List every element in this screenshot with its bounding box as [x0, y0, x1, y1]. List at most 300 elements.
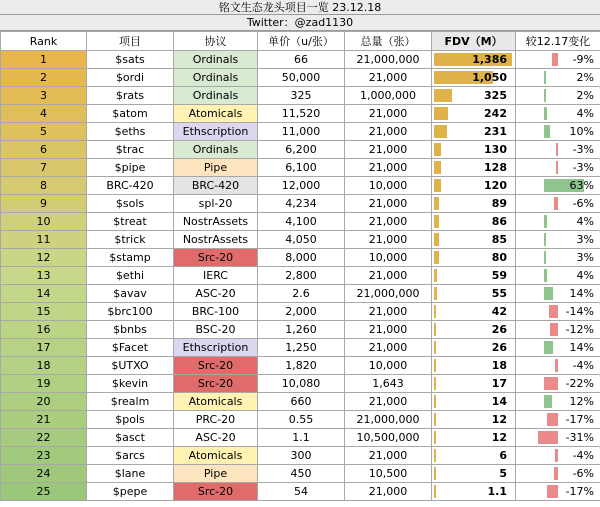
col-header-change[interactable]: 较12.17变化 [516, 32, 600, 51]
cell-protocol: Atomicals [174, 393, 258, 411]
cell-price: 66 [258, 51, 345, 69]
cell-fdv [432, 411, 516, 429]
cell-fdv [432, 195, 516, 213]
fdv-value: 242 [484, 107, 507, 120]
fdv-value: 325 [484, 89, 507, 102]
cell-rank: 20 [1, 393, 87, 411]
table-row[interactable] [1, 411, 600, 429]
fdv-data-bar [434, 125, 447, 138]
cell-change [516, 87, 600, 105]
cell-price: 4,234 [258, 195, 345, 213]
cell-supply: 21,000 [345, 231, 432, 249]
table-row[interactable] [1, 105, 600, 123]
cell-project: $brc100 [87, 303, 174, 321]
cell-supply: 10,000 [345, 177, 432, 195]
cell-rank: 3 [1, 87, 87, 105]
table-row[interactable] [1, 447, 600, 465]
cell-rank: 23 [1, 447, 87, 465]
fdv-value: 5 [499, 467, 507, 480]
cell-rank: 1 [1, 51, 87, 69]
cell-rank: 9 [1, 195, 87, 213]
cell-price: 300 [258, 447, 345, 465]
cell-project: BRC-420 [87, 177, 174, 195]
table-row[interactable] [1, 357, 600, 375]
cell-fdv [432, 141, 516, 159]
cell-project: $sols [87, 195, 174, 213]
cell-change [516, 69, 600, 87]
cell-supply: 1,643 [345, 375, 432, 393]
fdv-data-bar [434, 323, 436, 336]
cell-rank: 6 [1, 141, 87, 159]
fdv-data-bar [434, 161, 441, 174]
cell-fdv [432, 123, 516, 141]
cell-supply: 21,000,000 [345, 411, 432, 429]
cell-fdv [432, 285, 516, 303]
fdv-value: 89 [491, 197, 507, 210]
change-data-bar [547, 485, 558, 498]
fdv-data-bar [434, 305, 436, 318]
cell-fdv [432, 339, 516, 357]
change-data-bar [544, 215, 547, 228]
table-row[interactable] [1, 465, 600, 483]
cell-protocol: BSC-20 [174, 321, 258, 339]
cell-change [516, 285, 600, 303]
change-data-bar [547, 413, 558, 426]
cell-supply: 21,000 [345, 303, 432, 321]
fdv-data-bar [434, 467, 436, 480]
cell-supply: 21,000 [345, 69, 432, 87]
fdv-value: 130 [484, 143, 507, 156]
cell-rank: 19 [1, 375, 87, 393]
cell-fdv [432, 303, 516, 321]
cell-fdv [432, 87, 516, 105]
cell-supply: 21,000,000 [345, 51, 432, 69]
fdv-data-bar [434, 251, 439, 264]
fdv-value: 231 [484, 125, 507, 138]
change-value: -4% [572, 359, 594, 372]
cell-fdv [432, 105, 516, 123]
change-value: -22% [565, 377, 594, 390]
col-header-rank[interactable]: Rank [1, 32, 87, 51]
cell-supply: 10,500,000 [345, 429, 432, 447]
cell-change [516, 339, 600, 357]
cell-fdv [432, 393, 516, 411]
change-data-bar [549, 305, 558, 318]
project-table [0, 31, 600, 501]
cell-protocol: Ethscription [174, 339, 258, 357]
cell-price: 2,000 [258, 303, 345, 321]
cell-project: $pipe [87, 159, 174, 177]
cell-change [516, 105, 600, 123]
cell-fdv [432, 213, 516, 231]
cell-supply: 10,000 [345, 249, 432, 267]
cell-project: $sats [87, 51, 174, 69]
fdv-value: 1.1 [487, 485, 507, 498]
cell-protocol: Pipe [174, 465, 258, 483]
fdv-data-bar [434, 449, 436, 462]
col-header-supply[interactable]: 总量（张） [345, 32, 432, 51]
cell-project: $avav [87, 285, 174, 303]
cell-change [516, 141, 600, 159]
cell-protocol: NostrAssets [174, 213, 258, 231]
cell-price: 54 [258, 483, 345, 501]
table-body [1, 51, 600, 501]
cell-project: $treat [87, 213, 174, 231]
cell-rank: 7 [1, 159, 87, 177]
table-row[interactable] [1, 285, 600, 303]
cell-price: 10,080 [258, 375, 345, 393]
fdv-value: 26 [491, 341, 507, 354]
cell-change [516, 483, 600, 501]
change-data-bar [544, 89, 546, 102]
change-value: -14% [565, 305, 594, 318]
fdv-data-bar [434, 179, 441, 192]
change-data-bar [544, 395, 552, 408]
change-value: 10% [569, 125, 594, 138]
table-row[interactable] [1, 51, 600, 69]
change-value: 2% [576, 71, 594, 84]
change-data-bar [544, 233, 546, 246]
cell-protocol: PRC-20 [174, 411, 258, 429]
cell-rank: 8 [1, 177, 87, 195]
cell-rank: 4 [1, 105, 87, 123]
cell-protocol: NostrAssets [174, 231, 258, 249]
cell-project: $atom [87, 105, 174, 123]
cell-fdv [432, 321, 516, 339]
cell-rank: 25 [1, 483, 87, 501]
fdv-value: 86 [491, 215, 507, 228]
fdv-value: 12 [491, 431, 507, 444]
cell-supply: 21,000 [345, 447, 432, 465]
cell-fdv [432, 231, 516, 249]
fdv-data-bar [434, 197, 439, 210]
cell-price: 11,520 [258, 105, 345, 123]
fdv-data-bar [434, 341, 436, 354]
cell-price: 12,000 [258, 177, 345, 195]
change-value: -17% [565, 485, 594, 498]
cell-project: $kevin [87, 375, 174, 393]
cell-change [516, 465, 600, 483]
fdv-value: 128 [484, 161, 507, 174]
cell-protocol: BRC-420 [174, 177, 258, 195]
cell-rank: 16 [1, 321, 87, 339]
cell-protocol: Pipe [174, 159, 258, 177]
cell-fdv [432, 177, 516, 195]
cell-price: 4,050 [258, 231, 345, 249]
change-data-bar [544, 269, 547, 282]
cell-project: $trick [87, 231, 174, 249]
col-header-protocol[interactable]: 协议 [174, 32, 258, 51]
change-data-bar [544, 287, 553, 300]
fdv-data-bar [434, 233, 439, 246]
cell-supply: 10,500 [345, 465, 432, 483]
change-data-bar [544, 377, 558, 390]
cell-protocol: Atomicals [174, 105, 258, 123]
cell-protocol: ASC-20 [174, 285, 258, 303]
change-value: -3% [572, 143, 594, 156]
table-row[interactable] [1, 177, 600, 195]
change-value: -6% [572, 467, 594, 480]
cell-price: 2.6 [258, 285, 345, 303]
cell-protocol: IERC [174, 267, 258, 285]
cell-fdv [432, 447, 516, 465]
change-data-bar [554, 197, 558, 210]
cell-fdv [432, 51, 516, 69]
table-row[interactable] [1, 69, 600, 87]
table-row[interactable] [1, 303, 600, 321]
change-data-bar [544, 341, 553, 354]
header-row [1, 32, 600, 51]
col-header-project[interactable]: 项目 [87, 32, 174, 51]
fdv-data-bar [434, 485, 436, 498]
cell-protocol: Ordinals [174, 69, 258, 87]
change-value: 63% [569, 179, 594, 192]
change-value: 12% [569, 395, 594, 408]
table-row[interactable] [1, 159, 600, 177]
cell-project: $ordi [87, 69, 174, 87]
cell-project: $stamp [87, 249, 174, 267]
change-value: 14% [569, 341, 594, 354]
cell-rank: 17 [1, 339, 87, 357]
change-data-bar [554, 467, 558, 480]
change-data-bar [555, 449, 558, 462]
fdv-value: 17 [491, 377, 507, 390]
fdv-value: 55 [491, 287, 507, 300]
cell-project: $arcs [87, 447, 174, 465]
cell-supply: 10,000 [345, 357, 432, 375]
table-row[interactable] [1, 483, 600, 501]
cell-project: $asct [87, 429, 174, 447]
col-header-price[interactable]: 单价（u/张） [258, 32, 345, 51]
change-value: 4% [576, 107, 594, 120]
cell-project: $bnbs [87, 321, 174, 339]
cell-fdv [432, 483, 516, 501]
change-value: 2% [576, 89, 594, 102]
table-row[interactable] [1, 393, 600, 411]
cell-change [516, 231, 600, 249]
col-header-fdv[interactable]: FDV（M） [432, 32, 516, 51]
fdv-value: 80 [491, 251, 507, 264]
fdv-value: 42 [491, 305, 507, 318]
cell-price: 1.1 [258, 429, 345, 447]
cell-price: 1,820 [258, 357, 345, 375]
cell-fdv [432, 69, 516, 87]
fdv-data-bar [434, 359, 436, 372]
cell-protocol: ASC-20 [174, 429, 258, 447]
fdv-data-bar [434, 431, 436, 444]
change-value: -6% [572, 197, 594, 210]
table-row[interactable] [1, 213, 600, 231]
cell-project: $UTXO [87, 357, 174, 375]
fdv-value: 1,386 [472, 53, 507, 66]
change-value: 4% [576, 269, 594, 282]
table-row[interactable] [1, 339, 600, 357]
cell-project: $lane [87, 465, 174, 483]
table-row[interactable] [1, 231, 600, 249]
sheet-subtitle: Twitter：@zad1130 [0, 15, 600, 31]
fdv-value: 18 [491, 359, 507, 372]
cell-fdv [432, 375, 516, 393]
cell-project: $trac [87, 141, 174, 159]
cell-rank: 18 [1, 357, 87, 375]
change-data-bar [544, 125, 550, 138]
table-row[interactable] [1, 375, 600, 393]
cell-fdv [432, 159, 516, 177]
change-data-bar [555, 359, 558, 372]
cell-fdv [432, 465, 516, 483]
cell-supply: 21,000 [345, 123, 432, 141]
cell-supply: 21,000 [345, 321, 432, 339]
fdv-value: 1,050 [472, 71, 507, 84]
cell-protocol: Src-20 [174, 375, 258, 393]
fdv-data-bar [434, 269, 437, 282]
cell-change [516, 195, 600, 213]
table-row[interactable] [1, 87, 600, 105]
fdv-data-bar [434, 143, 441, 156]
fdv-data-bar [434, 89, 452, 102]
change-value: -12% [565, 323, 594, 336]
cell-change [516, 267, 600, 285]
cell-change [516, 303, 600, 321]
cell-supply: 1,000,000 [345, 87, 432, 105]
cell-project: $rats [87, 87, 174, 105]
cell-change [516, 375, 600, 393]
table-row[interactable] [1, 249, 600, 267]
change-value: 14% [569, 287, 594, 300]
table-row[interactable] [1, 141, 600, 159]
cell-protocol: Ordinals [174, 87, 258, 105]
change-value: 4% [576, 215, 594, 228]
cell-supply: 21,000 [345, 105, 432, 123]
cell-rank: 12 [1, 249, 87, 267]
fdv-data-bar [434, 377, 436, 390]
cell-supply: 21,000 [345, 213, 432, 231]
cell-project: $realm [87, 393, 174, 411]
cell-fdv [432, 357, 516, 375]
cell-protocol: Src-20 [174, 483, 258, 501]
cell-rank: 5 [1, 123, 87, 141]
cell-project: $pepe [87, 483, 174, 501]
cell-price: 1,260 [258, 321, 345, 339]
cell-protocol: Src-20 [174, 249, 258, 267]
cell-protocol: Src-20 [174, 357, 258, 375]
cell-price: 4,100 [258, 213, 345, 231]
cell-price: 6,100 [258, 159, 345, 177]
cell-price: 2,800 [258, 267, 345, 285]
cell-change [516, 393, 600, 411]
fdv-value: 6 [499, 449, 507, 462]
cell-change [516, 357, 600, 375]
cell-change [516, 51, 600, 69]
fdv-data-bar [434, 413, 436, 426]
cell-rank: 13 [1, 267, 87, 285]
cell-rank: 11 [1, 231, 87, 249]
fdv-value: 120 [484, 179, 507, 192]
fdv-value: 12 [491, 413, 507, 426]
cell-price: 6,200 [258, 141, 345, 159]
change-value: -4% [572, 449, 594, 462]
cell-change [516, 159, 600, 177]
cell-supply: 21,000,000 [345, 285, 432, 303]
cell-supply: 21,000 [345, 267, 432, 285]
fdv-value: 26 [491, 323, 507, 336]
change-data-bar [544, 107, 547, 120]
change-value: -17% [565, 413, 594, 426]
change-value: 3% [576, 233, 594, 246]
fdv-value: 85 [491, 233, 507, 246]
fdv-data-bar [434, 395, 436, 408]
cell-change [516, 249, 600, 267]
cell-project: $eths [87, 123, 174, 141]
cell-supply: 21,000 [345, 159, 432, 177]
change-value: 3% [576, 251, 594, 264]
change-value: -3% [572, 161, 594, 174]
change-data-bar [552, 53, 558, 66]
cell-change [516, 213, 600, 231]
cell-change [516, 177, 600, 195]
cell-price: 11,000 [258, 123, 345, 141]
change-data-bar [556, 161, 558, 174]
cell-supply: 21,000 [345, 483, 432, 501]
cell-supply: 21,000 [345, 393, 432, 411]
cell-protocol: Ordinals [174, 141, 258, 159]
fdv-value: 59 [491, 269, 507, 282]
change-value: -9% [572, 53, 594, 66]
cell-protocol: Ethscription [174, 123, 258, 141]
cell-supply: 21,000 [345, 339, 432, 357]
cell-price: 1,250 [258, 339, 345, 357]
table-row[interactable] [1, 195, 600, 213]
fdv-data-bar [434, 287, 437, 300]
cell-supply: 21,000 [345, 141, 432, 159]
table-row[interactable] [1, 267, 600, 285]
change-data-bar [544, 71, 546, 84]
cell-rank: 14 [1, 285, 87, 303]
cell-change [516, 123, 600, 141]
cell-price: 660 [258, 393, 345, 411]
cell-price: 450 [258, 465, 345, 483]
cell-fdv [432, 249, 516, 267]
cell-rank: 2 [1, 69, 87, 87]
cell-project: $Facet [87, 339, 174, 357]
cell-price: 325 [258, 87, 345, 105]
cell-project: $pols [87, 411, 174, 429]
change-data-bar [544, 251, 546, 264]
change-data-bar [550, 323, 558, 336]
change-data-bar [556, 143, 558, 156]
cell-price: 0.55 [258, 411, 345, 429]
cell-project: $ethi [87, 267, 174, 285]
fdv-data-bar [434, 215, 439, 228]
cell-protocol: BRC-100 [174, 303, 258, 321]
table-row[interactable] [1, 123, 600, 141]
cell-rank: 22 [1, 429, 87, 447]
change-value: -31% [565, 431, 594, 444]
cell-rank: 15 [1, 303, 87, 321]
cell-change [516, 321, 600, 339]
cell-price: 8,000 [258, 249, 345, 267]
fdv-value: 14 [491, 395, 507, 408]
table-row[interactable] [1, 429, 600, 447]
cell-price: 50,000 [258, 69, 345, 87]
cell-rank: 21 [1, 411, 87, 429]
cell-protocol: spl-20 [174, 195, 258, 213]
cell-change [516, 429, 600, 447]
change-data-bar [538, 431, 558, 444]
cell-fdv [432, 267, 516, 285]
table-row[interactable] [1, 321, 600, 339]
cell-protocol: Atomicals [174, 447, 258, 465]
